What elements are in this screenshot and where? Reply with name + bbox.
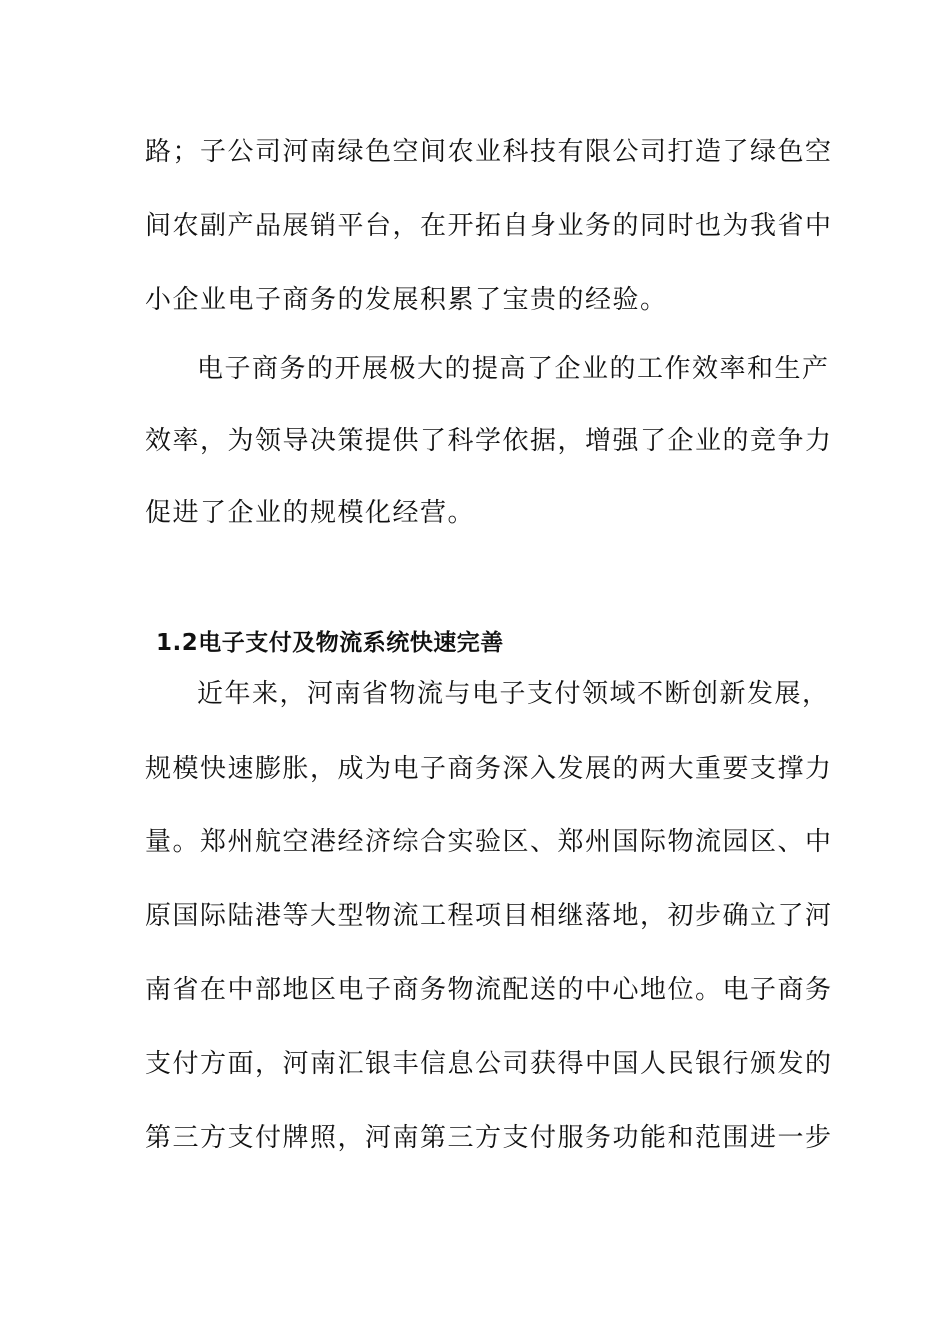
paragraph-1-line-2: 间农副产品展销平台，在开拓自身业务的同时也为我省中 <box>145 211 833 241</box>
paragraph-3-line-1: 近年来，河南省物流与电子支付领域不断创新发展， <box>197 679 830 709</box>
paragraph-3-line-4: 原国际陆港等大型物流工程项目相继落地，初步确立了河 <box>145 901 833 931</box>
paragraph-1-line-1: 路；子公司河南绿色空间农业科技有限公司打造了绿色空 <box>145 137 833 167</box>
paragraph-2-line-2: 效率，为领导决策提供了科学依据，增强了企业的竞争力 <box>145 426 833 456</box>
paragraph-3-line-5: 南省在中部地区电子商务物流配送的中心地位。电子商务 <box>145 975 833 1005</box>
paragraph-3-line-3: 量。郑州航空港经济综合实验区、郑州国际物流园区、中 <box>145 827 833 857</box>
section-heading: 1.2电子支付及物流系统快速完善 <box>156 630 504 656</box>
paragraph-1-line-3: 小企业电子商务的发展积累了宝贵的经验。 <box>145 285 668 315</box>
paragraph-2-line-3: 促进了企业的规模化经营。 <box>145 498 476 528</box>
paragraph-3-line-2: 规模快速膨胀，成为电子商务深入发展的两大重要支撑力 <box>145 754 833 784</box>
paragraph-3-line-6: 支付方面，河南汇银丰信息公司获得中国人民银行颁发的 <box>145 1049 833 1079</box>
paragraph-2-line-1: 电子商务的开展极大的提高了企业的工作效率和生产 <box>197 354 830 384</box>
paragraph-3-line-7: 第三方支付牌照，河南第三方支付服务功能和范围进一步 <box>145 1123 833 1153</box>
